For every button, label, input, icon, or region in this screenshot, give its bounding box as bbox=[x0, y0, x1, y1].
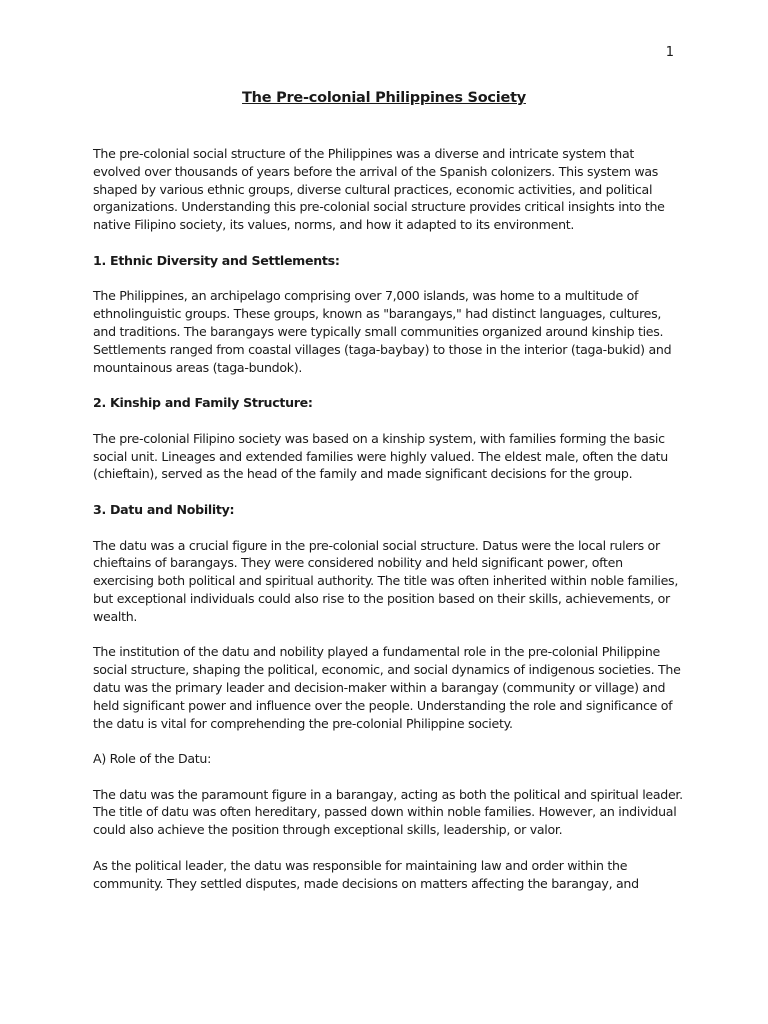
page-number: 1 bbox=[665, 45, 674, 60]
body-paragraph: As the political leader, the datu was responsible for maintaining law and order within the community. They settled disputes, made decisions on matters affecting the barangay, and bbox=[93, 857, 639, 891]
intro-paragraph: The pre-colonial social structure of the Philippines was a diverse and intricate system that evolved over thousands of years before the arrival of the Spanish colonizers. This system was shaped by various ethnic groups, diverse cultural practices, economic activities, and political organizations. Understanding this pre-colonial social structure provides critical insights into the native Filipino society, its values, norms, and how it adapted to its environment. bbox=[93, 146, 665, 233]
body-paragraph: The datu was a crucial figure in the pre-colonial social structure. Datus were the local rulers or chieftains of barangays. They were considered nobility and held significant power, often exercising both political and spiritual authority. The title was often inherited within noble families, but exceptional individuals could also rise to the position based on their skills, achievements, or wealth. bbox=[93, 537, 679, 624]
subsection-heading: A) Role of the Datu: bbox=[93, 751, 212, 767]
body-paragraph: The Philippines, an archipelago comprising over 7,000 islands, was home to a multitude of ethnolinguistic groups. These groups, known as "barangays," had distinct languages, cultures, and traditions. The barangays were typically small communities organized around kinship ties. Settlements ranged from coastal villages (taga-baybay) to those in the interior (taga-bukid) and mountainous areas (taga-bundok). bbox=[93, 288, 672, 375]
body-paragraph: The datu was the paramount figure in a barangay, acting as both the political and spiritual leader. The title of datu was often hereditary, passed down within noble families. However, an individual could also achieve the position through exceptional skills, leadership, or valor. bbox=[93, 786, 683, 838]
section-heading: 1. Ethnic Diversity and Settlements: bbox=[93, 252, 340, 268]
body-paragraph: The institution of the datu and nobility played a fundamental role in the pre-colonial Philippine social structure, shaping the political, economic, and social dynamics of indigenous societies. The datu was the primary leader and decision-maker within a barangay (community or village) and held significant power and influence over the people. Understanding the role and significance of the datu is vital for comprehending the pre-colonial Philippine society. bbox=[93, 644, 681, 731]
section-heading: 3. Datu and Nobility: bbox=[93, 501, 235, 517]
body-paragraph: The pre-colonial Filipino society was based on a kinship system, with families forming the basic social unit. Lineages and extended families were highly valued. The eldest male, often the datu (chieftain), served as the head of the family and made significant decisions for the group. bbox=[93, 430, 668, 482]
section-heading: 2. Kinship and Family Structure: bbox=[93, 395, 313, 411]
document-body bbox=[93, 145, 683, 910]
document-title: The Pre-colonial Philippines Society bbox=[242, 90, 526, 106]
